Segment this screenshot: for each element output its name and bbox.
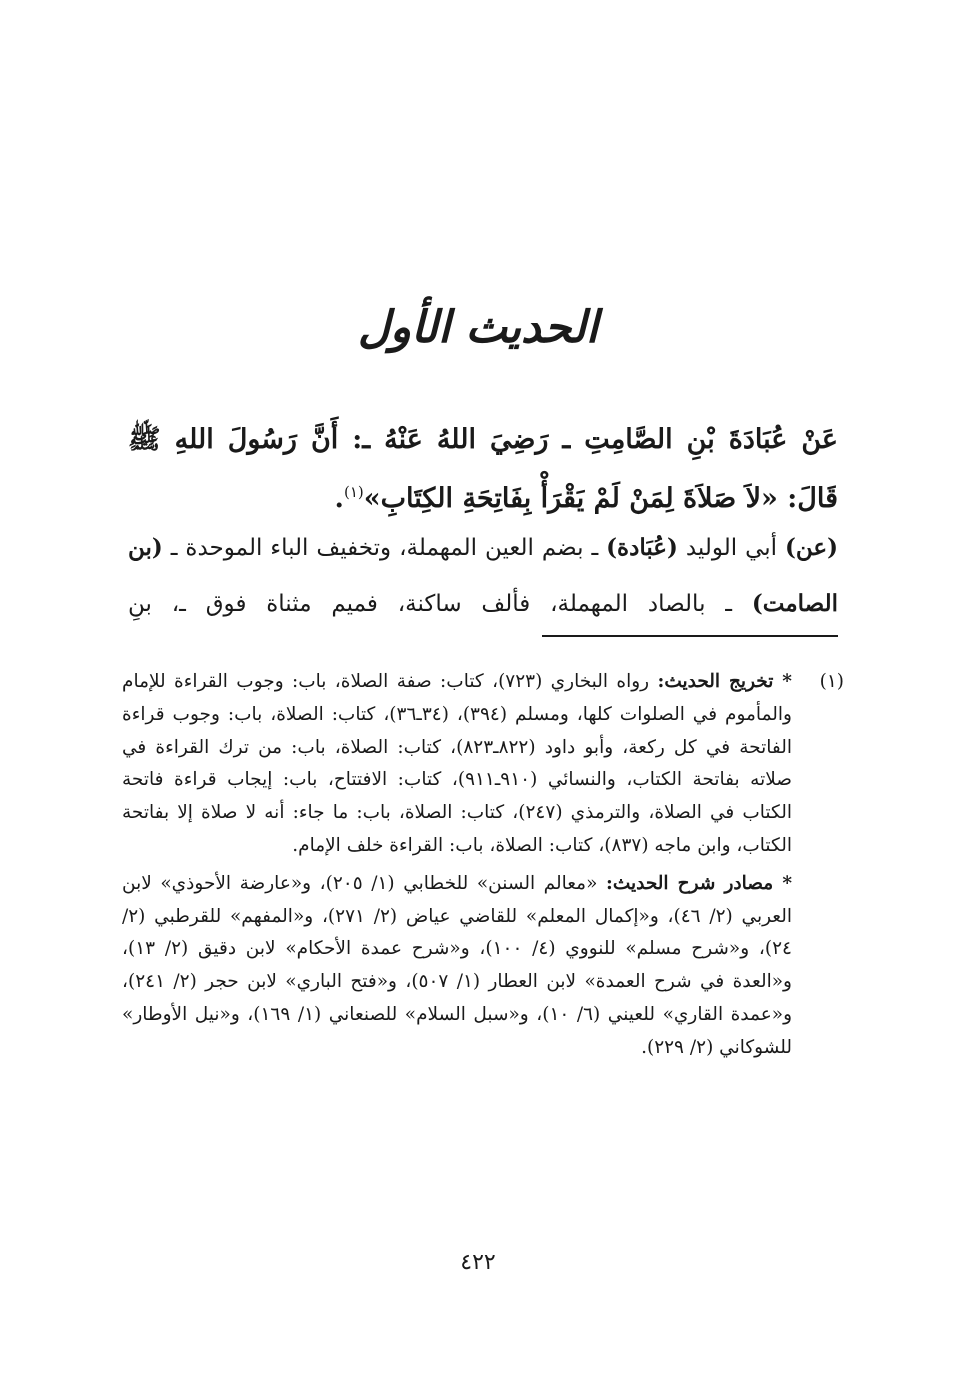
hadith-body: عَنْ عُبَادَةَ بْنِ الصَّامِتِ ـ رَضِيَ اللهُ عَنْهُ ـ: أَنَّ رَسُولَ اللهِ ﷺ قَالَ: «لاَ صَلاَةَ لِمَنْ لَمْ يَقْرَأْ بِفَاتِحَةِ الكِتَابِ» (128, 424, 838, 514)
sources-label: * مصادر شرح الحديث: (605, 872, 793, 894)
footnote-1 (122, 666, 844, 1065)
commentary-text-1: أبي الوليد (677, 535, 785, 561)
commentary-term-ubada: (عُبَادة) (606, 534, 678, 561)
footnote-number: (١) (819, 671, 844, 692)
sources-paragraph (122, 868, 792, 1065)
commentary-term-an: (عن) (785, 534, 838, 561)
takhrij-paragraph (122, 666, 792, 863)
takhrij-label: * تخريج الحديث: (657, 671, 792, 692)
footnotes-section (122, 666, 844, 1065)
commentary-paragraph (128, 520, 838, 632)
commentary-term-ibn-samit: (بن الصامت) (128, 534, 838, 617)
sources-text: «معالم السنن» للخطابي (١/ ٢٠٥)، و«عارضة الأحوذي» لابن العربي (٢/ ٤٦)، و«إكمال المعلم» للقاضي عياض (٢/ ٢٧١)، و«المفهم» للقرطبي (٢/ ٢٤)، و«شرح مسلم» للنووي (٤/ ١٠٠)، و«شرح عمدة الأحكام» لابن دقيق (٢/ ١٣)، و«العدة في شرح العمدة» لابن العطار (١/ ٥٠٧)، و«فتح الباري» لابن حجر (٢/ ٢٤١)، و«عمدة القاري» للعيني (٦/ ١٠)، و«سبل السلام» للصنعاني (١/ ١٦٩)، و«نيل الأوطار» للشوكاني (٢/ ٢٢٩). (122, 872, 793, 1058)
commentary-text-2: ـ بضم العين المهملة، وتخفيف الباء الموحدة ـ (162, 535, 607, 561)
footnote-separator (542, 635, 838, 637)
hadith-end: . (334, 483, 344, 514)
takhrij-text: رواه البخاري (٧٢٣)، كتاب: صفة الصلاة، باب: وجوب القراءة للإمام والمأموم في الصلوات كلها، ومسلم (٣٩٤)، (٣٤ـ٣٦)، كتاب: الصلاة، باب: وجوب قراءة الفاتحة في كل ركعة، وأبو داود (٨٢٢ـ٨٢٣)، كتاب: الصلاة، باب: من ترك القراءة في صلاته بفاتحة الكتاب، والنسائي (٩١٠ـ٩١١)، كتاب: الافتتاح، باب: إيجاب قراءة فاتحة الكتاب في الصلاة، والترمذي (٢٤٧)، كتاب: الصلاة، باب: ما جاء: أنه لا صلاة إلا بفاتحة الكتاب، وابن ماجه (٨٣٧)، كتاب: الصلاة، باب: القراءة خلف الإمام. (122, 671, 793, 856)
commentary-text-3: ـ بالصاد المهملة، فألف ساكنة، فميم مثناة فوق ـ، بنِ (128, 591, 752, 617)
hadith-text (128, 414, 838, 525)
chapter-title: الحديث الأول (357, 302, 599, 353)
footnote-marker[interactable]: (١) (343, 483, 364, 501)
footnote-body (122, 666, 792, 1065)
page-number: ٤٢٢ (460, 1250, 496, 1275)
